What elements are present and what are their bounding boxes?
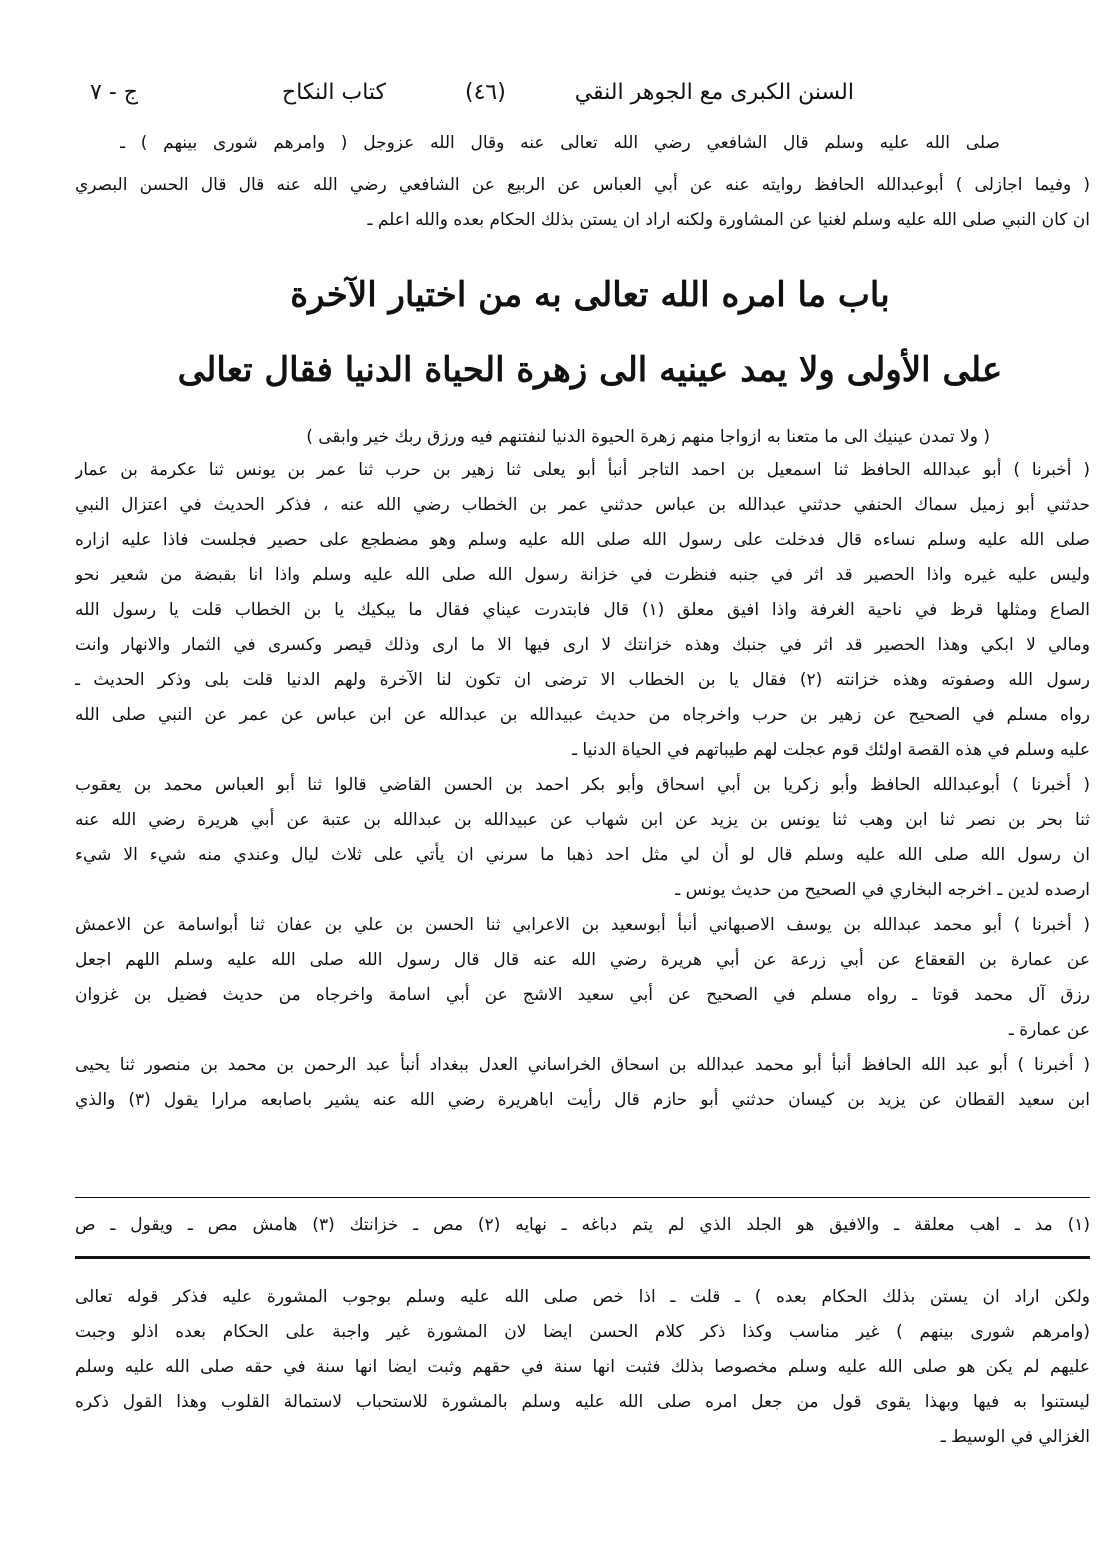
text-line: ان رسول الله صلى الله عليه وسلم قال لو أن لي مثل احد ذهبا ما سرني ان يأتي على ثلاث ليال وعندي منه شيء الا شيء	[75, 845, 1090, 865]
intro-line: ( وفيما اجازلى ) أبوعبدالله الحافظ روايته عنه عن أبي العباس عن الربيع عن الشافعي رضي الله عنه قال قال الحسن البصري	[75, 175, 1090, 195]
commentary-line: (وامرهم شورى بينهم ) غير مناسب وكذا ذكر كلام الحسن ايضا لان المشورة غير واجبة على الحكام بعده اذلو وجبت	[75, 1322, 1090, 1342]
commentary-divider	[75, 1256, 1090, 1259]
text-line: عن عمارة ـ	[1008, 1020, 1090, 1040]
section-title-line: على الأولى ولا يمد عينيه الى زهرة الحياة الدنيا فقال تعالى	[177, 350, 1003, 390]
page-number: (٤٦)	[465, 80, 506, 105]
commentary-line: الغزالي في الوسيط ـ	[940, 1427, 1090, 1447]
text-line: ( أخبرنا ) أبو عبدالله الحافظ ثنا اسمعيل بن احمد التاجر أنبأ أبو يعلى ثنا زهير بن حرب ثنا عمر بن يونس ثنا عكرمة بن عمار	[75, 460, 1090, 480]
commentary-line: عليهم لم يكن هو صلى الله عليه وسلم مخصوصا بذلك فثبت انها سنة في حقهم وثبت ايضا انها سنة في حقه صلى الله عليه وسلم	[75, 1357, 1090, 1377]
text-line: الصاع ومثلها قرظ في ناحية الغرفة واذا افيق معلق (١) قال فابتدرت عيناي فقال ما يبكيك يا بن الخطاب قلت يا رسول الله	[75, 600, 1090, 620]
commentary-line: ليستنوا به فيها وبهذا يقوى قول من جعل امره صلى الله عليه وسلم بالمشورة للاستحباب لاستمالة القلوب وهذا القول ذكره	[75, 1392, 1090, 1412]
text-line: حدثني أبو زميل سماك الحنفي حدثني عبدالله بن عباس حدثني عمر بن الخطاب رضي الله عنه ، فذكر الحديث في اعتزال النبي	[75, 495, 1090, 515]
intro-line: صلى الله عليه وسلم قال الشافعي رضي الله تعالى عنه وقال الله عزوجل ( وامرهم شورى بينهم ) ـ	[120, 133, 1000, 153]
text-line: رسول الله وصفوته وهذه خزانته (٢) فقال يا بن الخطاب الا ترضى ان تكون لنا الآخرة ولهم الدنيا قلت بلى وذكر الحديث ـ	[75, 670, 1090, 690]
text-line: ( أخبرنا ) أبو عبد الله الحافظ أنبأ أبو محمد عبدالله بن اسحاق الخراساني العدل ببغداد أنبأ عبد الرحمن بن محمد بن منصور ثنا يحيى	[75, 1055, 1090, 1075]
text-line: ابن سعيد القطان عن يزيد بن كيسان حدثني أبو حازم قال رأيت اباهريرة رضي الله عنه يشير باصابعه مرارا يقول (٣) والذي	[75, 1090, 1090, 1110]
text-line: عليه وسلم في هذه القصة اولئك قوم عجلت لهم طيباتهم في الحياة الدنيا ـ	[572, 740, 1090, 760]
text-line: ( أخبرنا ) أبو محمد عبدالله بن يوسف الاصبهاني أنبأ أبوسعيد بن الاعرابي ثنا الحسن بن علي بن عفان ثنا أبواسامة عن الاعمش	[75, 915, 1090, 935]
text-line: رواه مسلم في الصحيح عن زهير بن حرب واخرجاه من حديث عبيدالله بن عبدالله عن ابن عباس عن عمر عن النبي صلى الله	[75, 705, 1090, 725]
footnote: (١) مد ـ اهب معلقة ـ والافيق هو الجلد الذي لم يتم دباغه ـ نهايه (٢) مص ـ خزانتك (٣) هامش مص ـ ويقول ـ ص	[75, 1215, 1090, 1235]
text-line: صلى الله عليه وسلم نساءه قال فدخلت على رسول الله صلى الله عليه وسلم وهو مضطجع على حصير فجلست فاذا عليه ازاره	[75, 530, 1090, 550]
footnote-divider	[75, 1197, 1090, 1198]
chapter-title: كتاب النكاح	[282, 80, 387, 105]
intro-line: ان كان النبي صلى الله عليه وسلم لغنيا عن المشاورة ولكنه اراد ان يستن بذلك الحكام بعده والله اعلم ـ	[367, 210, 1090, 230]
commentary-line: ولكن اراد ان يستن بذلك الحكام بعده ) ـ قلت ـ اذا خص صلى الله عليه وسلم بوجوب المشورة عليه فذكر قوله تعالى	[75, 1287, 1090, 1307]
text-line: ثنا بحر بن نصر ثنا ابن وهب ثنا يونس بن يزيد عن ابن شهاب عن عبيدالله بن عبدالله بن عتبة عن أبي هريرة رضي الله عنه	[75, 810, 1090, 830]
text-line: وليس عليه غيره واذا الحصير قد اثر في جنبه فنظرت في خزانة رسول الله صلى الله عليه وسلم واذا انا بقبضة من شعير نحو	[75, 565, 1090, 585]
text-line: ( أخبرنا ) أبوعبدالله الحافظ وأبو زكريا بن أبي اسحاق وأبو بكر احمد بن الحسن القاضي قالوا ثنا أبو العباس محمد بن يعقوب	[75, 775, 1090, 795]
text-line: ( ولا تمدن عينيك الى ما متعنا به ازواجا منهم زهرة الحيوة الدنيا لنفتنهم فيه ورزق ربك خير وابقى )	[306, 427, 990, 447]
text-line: عن عمارة بن القعقاع عن أبي زرعة عن أبي هريرة رضي الله عنه قال قال رسول الله صلى الله عليه وسلم اللهم اجعل	[75, 950, 1090, 970]
volume-number: ج - ٧	[90, 80, 138, 105]
text-line: ارصده لدين ـ اخرجه البخاري في الصحيح من حديث يونس ـ	[675, 880, 1090, 900]
text-line: ومالي لا ابكي وهذا الحصير قد اثر في جنبك وهذه خزانتك لا ارى فيها الا ما ارى وذلك قيصر وكسرى في الثمار والانهار وانت	[75, 635, 1090, 655]
text-line: رزق آل محمد قوتا ـ رواه مسلم في الصحيح عن أبي سعيد الاشج عن أبي اسامة واخرجاه من حديث فضيل بن غزوان	[75, 985, 1090, 1005]
section-title-line: باب ما امره الله تعالى به من اختيار الآخرة	[290, 275, 890, 315]
book-title: السنن الكبرى مع الجوهر النقي	[574, 80, 854, 105]
